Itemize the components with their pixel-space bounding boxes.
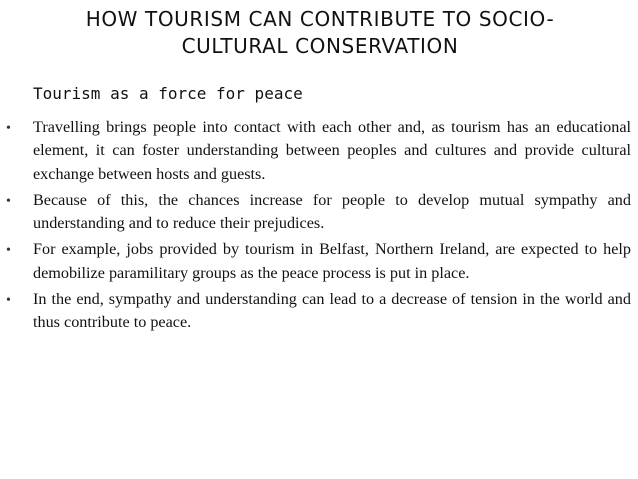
bullet-item [0, 288, 631, 335]
bullet-list [0, 116, 638, 338]
bullet-marker: • [6, 193, 11, 209]
bullet-text: In the end, sympathy and understanding can lead to a decrease of tension in the world and thus contribute to peace. [33, 290, 631, 332]
slide-title: HOW TOURISM CAN CONTRIBUTE TO SOCIO-CULTURAL CONSERVATION [85, 7, 555, 58]
bullet-marker: • [6, 293, 11, 309]
bullet-item [0, 238, 631, 285]
bullet-item [0, 116, 631, 186]
bullet-text: For example, jobs provided by tourism in Belfast, Northern Ireland, are expected to help demobilize paramilitary groups as the peace process is put in place. [33, 240, 631, 282]
bullet-text: Because of this, the chances increase for people to develop mutual sympathy and understanding and to reduce their prejudices. [33, 190, 631, 233]
slide-subtitle: Tourism as a force for peace [33, 84, 303, 103]
bullet-item [0, 189, 631, 236]
bullet-text: Travelling brings people into contact with each other and, as tourism has an educational element, it can foster understanding between peoples and cultures and provide cultural exchange between hosts and guests. [33, 118, 631, 183]
bullet-marker: • [6, 121, 11, 136]
bullet-marker: • [6, 243, 11, 259]
